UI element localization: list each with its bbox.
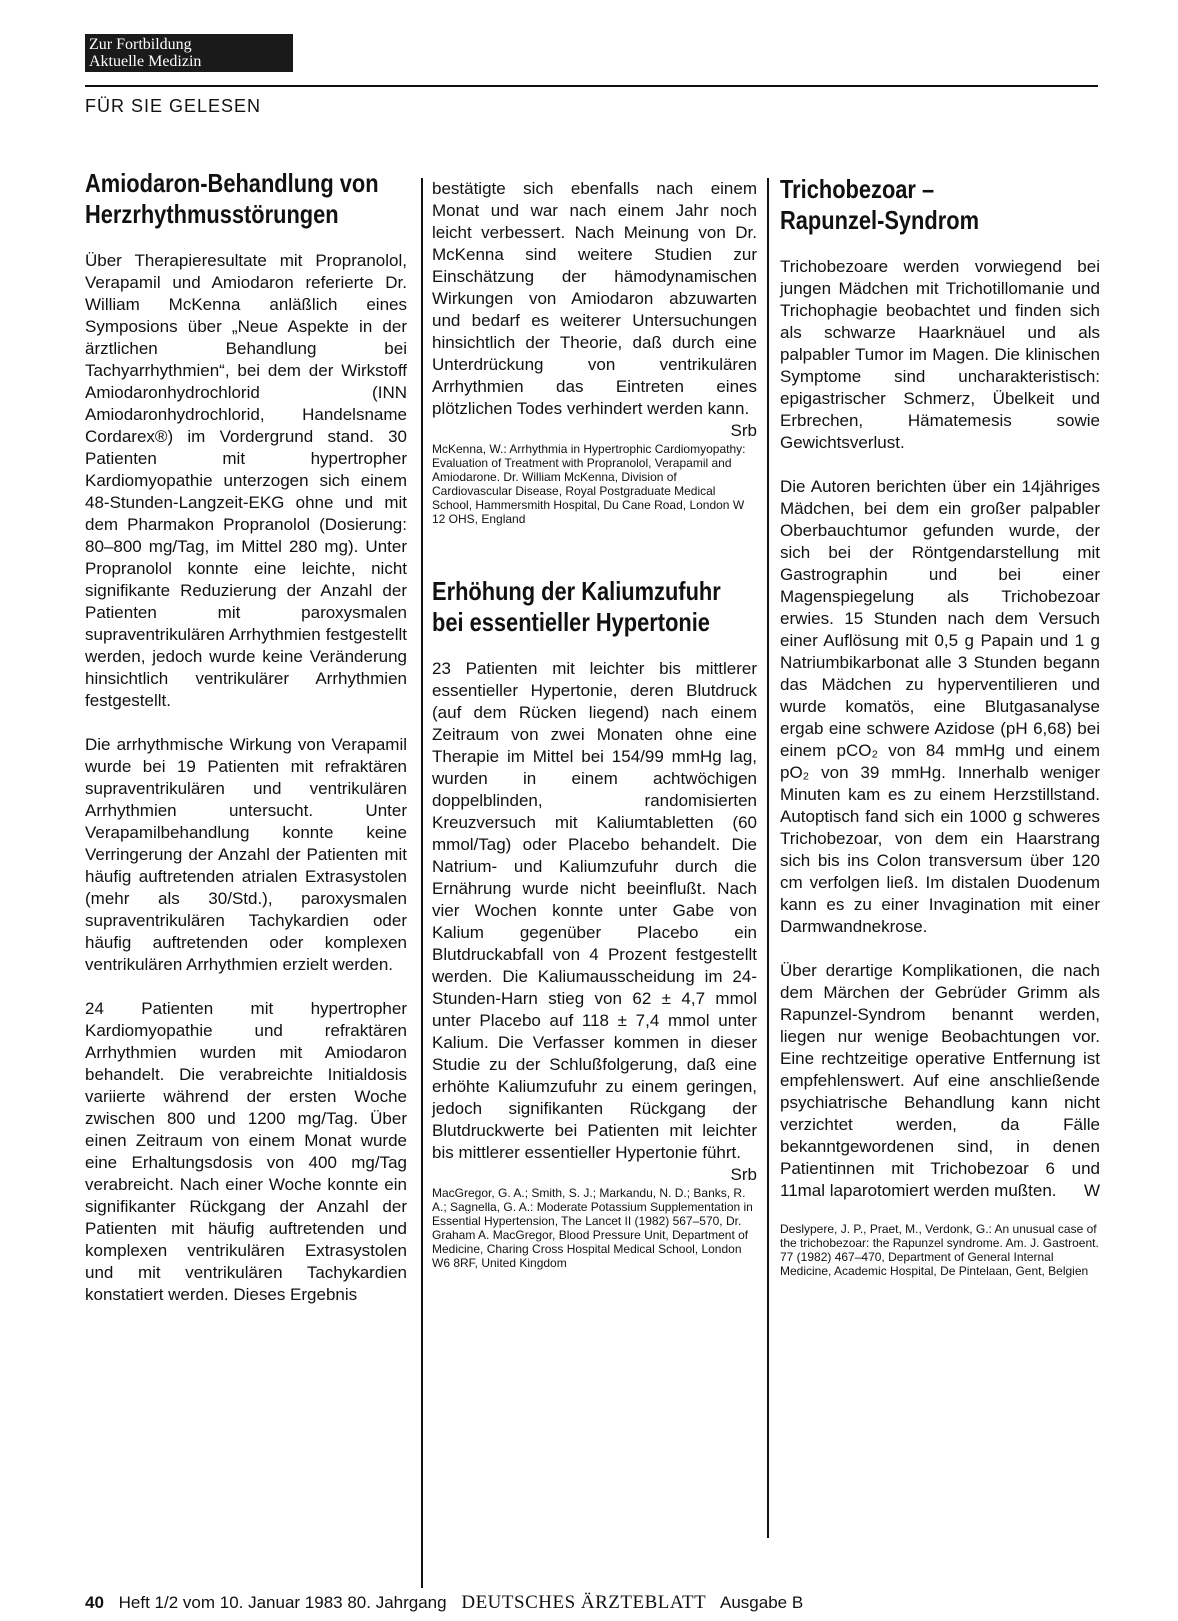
article-1-title: Amiodaron-Behandlung von Herzrhythmusstörungen	[85, 168, 379, 229]
article-1-paragraph-2: Die arrhythmische Wirkung von Verapamil wurde bei 19 Patienten mit refraktären supraventrikulären und ventrikulären Arrhythmien untersucht. Unter Verapamilbehandlung konnte keine Verringerung der Anzahl der Patienten mit häufig auftretenden atrialen Extrasystolen (mehr als 30/Std.), paroxysmalen supraventrikulären Tachykardien oder häufig auftretenden oder komplexen ventrikulären Arrhythmien erzielt werden.	[85, 735, 407, 974]
edition-label: Ausgabe B	[720, 1593, 804, 1612]
article-2-signature: Srb	[730, 1165, 757, 1184]
article-1-signature: Srb	[730, 421, 757, 440]
column-3	[780, 168, 1100, 1278]
page-footer	[85, 1592, 803, 1614]
article-2-title: Erhöhung der Kaliumzufuhr bei essentieller Hypertonie	[432, 576, 721, 637]
column-divider-1	[421, 178, 423, 1588]
article-3-title-line-2: Rapunzel-Syndrom	[780, 205, 980, 235]
section-header-box	[85, 34, 293, 72]
article-3-paragraph-1: Trichobezoare werden vorwiegend bei jungen Mädchen mit Trichotillomanie und Trichophagie beobachtet und finden sich als schwarze Haarknäuel und als palpabler Tumor im Magen. Die klinischen Symptome sind uncharakteristisch: epigastrischer Schmerz, Übelkeit und Erbrechen, Hämatemesis sowie Gewichtsverlust.	[780, 257, 1100, 452]
article-3-reference: Deslypere, J. P., Praet, M., Verdonk, G.: An unusual case of the trichobezoar: the Rapunzel syndrome. Am. J. Gastroent. 77 (1982) 467–470, Department of General Internal Medicine, Academic Hospital, De Pintelaan, Gent, Belgien	[780, 1222, 1099, 1278]
column-2	[432, 178, 757, 1270]
article-1-paragraph-4: bestätigte sich ebenfalls nach einem Monat und war nach einem Jahr noch leicht verbessert. Nach Meinung von Dr. McKenna sind weitere Studien zur Einschätzung der hämodynamischen Wirkungen von Amiodaron abzuwarten und bedarf es weiterer Untersuchungen hinsichtlich der Theorie, daß durch eine Unterdrückung von ventrikulären Arrhythmien das Eintreten eines plötzlichen Todes verhindert werden kann. Srb	[432, 179, 757, 440]
header-line-1: Zur Fortbildung	[89, 36, 192, 53]
article-2-paragraph-1: 23 Patienten mit leichter bis mittlerer essentieller Hypertonie, deren Blutdruck (auf dem Rücken liegend) nach einem Zeitraum von zwei Monaten ohne eine Therapie im Mittel bei 154/99 mmHg lag, wurden in einem achtwöchigen doppelblinden, randomisierten Kreuzversuch mit Kaliumtabletten (60 mmol/Tag) oder Placebo behandelt. Die Natrium- und Kaliumzufuhr durch die Ernährung wurde nicht beeinflußt. Nach vier Wochen konnte unter Gabe von Kalium gegenüber Placebo ein Blutdruckabfall von 4 Prozent festgestellt werden. Die Kaliumausscheidung im 24-Stunden-Harn stieg von 62 ± 4,7 mmol unter Placebo auf 118 ± 7,4 mmol unter Kalium. Die Verfasser kommen in dieser Studie zu der Schlußfolgerung, daß eine erhöhte Kaliumzufuhr zu einem geringen, jedoch signifikanten Rückgang der Blutdruckwerte bei Patienten mit leichter bis mittlerer essentieller Hypertonie führt. Srb	[432, 659, 757, 1184]
issue-info: Heft 1/2 vom 10. Januar 1983 80. Jahrgang	[118, 1593, 447, 1612]
article-1-reference: McKenna, W.: Arrhythmia in Hypertrophic Cardiomyopathy: Evaluation of Treatment with Propranolol, Verapamil and Amiodarone. Dr. William McKenna, Division of Cardiovascular Disease, Royal Postgraduate Medical School, Hammersmith Hospital, Du Cane Road, London W 12 OHS, England	[432, 442, 746, 526]
article-3-signature: W	[1083, 1181, 1100, 1200]
column-divider-2	[767, 178, 769, 1538]
article-3-title-line-1: Trichobezoar –	[780, 174, 935, 204]
article-3-title	[780, 174, 1049, 236]
article-1-paragraph-3: 24 Patienten mit hypertropher Kardiomyopathie und refraktären Arrhythmien wurden mit Amiodaron behandelt. Die verabreichte Initialdosis variierte während der ersten Woche zwischen 800 und 1200 mg/Tag. Über einen Zeitraum von einem Monat wurde eine Erhaltungsdosis von 400 mg/Tag verabreicht. Nach einer Woche konnte ein signifikanter Rückgang der Anzahl der Patienten mit häufig auftretenden und komplexen ventrikulären Extrasystolen und mit ventrikulären Tachykardien konstatiert werden. Dieses Ergebnis	[85, 999, 407, 1304]
column-1	[85, 168, 407, 1306]
magazine-name: DEUTSCHES ÄRZTEBLATT	[461, 1592, 707, 1613]
article-3-paragraph-3: Über derartige Komplikationen, die nach dem Märchen der Gebrüder Grimm als Rapunzel-Syndrom benannt werden, liegen nur wenige Beobachtungen vor. Eine rechtzeitige operative Entfernung ist empfehlenswert. Auf eine anschließende psychiatrische Behandlung kann nicht verzichtet werden, da Fälle bekanntgewordenen sind, in denen Patientinnen mit Trichobezoar 6 und 11mal laparotomiert werden mußten. W	[780, 961, 1100, 1200]
page-number: 40	[85, 1593, 104, 1612]
header-rule	[85, 85, 1098, 87]
section-label: FÜR SIE GELESEN	[85, 96, 262, 116]
article-3-paragraph-2: Die Autoren berichten über ein 14jähriges Mädchen, bei dem ein großer palpabler Oberbauchtumor gefunden wurde, der sich bei der Röntgendarstellung mit Gastrographin und bei einer Magenspiegelung als Trichobezoar erwies. 15 Stunden nach dem Versuch einer Auflösung mit 0,5 g Papain und 1 g Natriumbikarbonat alle 3 Stunden begann das Mädchen zu hyperventilieren und wurde komatös, eine Blutgasanalyse ergab eine schwere Azidose (pH 6,68) bei einem pCO₂ von 84 mmHg und einem pO₂ von 39 mmHg. Innerhalb weniger Minuten kam es zu einem Herzstillstand. Autoptisch fand sich ein 1000 g schweres Trichobezoar, von dem ein Haarstrang sich bis ins Colon transversum über 120 cm verfolgen ließ. Im distalen Duodenum kann es zu einer Invagination mit einer Darmwandnekrose.	[780, 477, 1100, 936]
header-line-2: Aktuelle Medizin	[89, 53, 202, 70]
article-1-paragraph-1: Über Therapieresultate mit Propranolol, Verapamil und Amiodaron referierte Dr. William McKenna anläßlich eines Symposions über „Neue Aspekte in der ärztlichen Behandlung bei Tachyarrhythmien“, bei dem der Wirkstoff Amiodaronhydrochlorid (INN Amiodaronhydrochlorid, Handelsname Cordarex®) im Vordergrund stand. 30 Patienten mit hypertropher Kardiomyopathie unterzogen sich einem 48-Stunden-Langzeit-EKG ohne und mit dem Pharmakon Propranolol (Dosierung: 80–800 mg/Tag, im Mittel 280 mg). Unter Propranolol konnte eine leichte, nicht signifikante Reduzierung der Anzahl der Patienten mit paroxysmalen supraventrikulären Arrhythmien festgestellt werden, jedoch wurde keine Veränderung hinsichtlich ventrikulärer Arrhythmien festgestellt.	[85, 251, 407, 710]
article-2-reference: MacGregor, G. A.; Smith, S. J.; Markandu, N. D.; Banks, R. A.; Sagnella, G. A.: Moderate Potassium Supplementation in Essential Hypertension, The Lancet II (1982) 567–570, Dr. Graham A. MacGregor, Blood Pressure Unit, Department of Medicine, Charing Cross Hospital Medical School, London W6 8RF, United Kingdom	[432, 1186, 753, 1270]
